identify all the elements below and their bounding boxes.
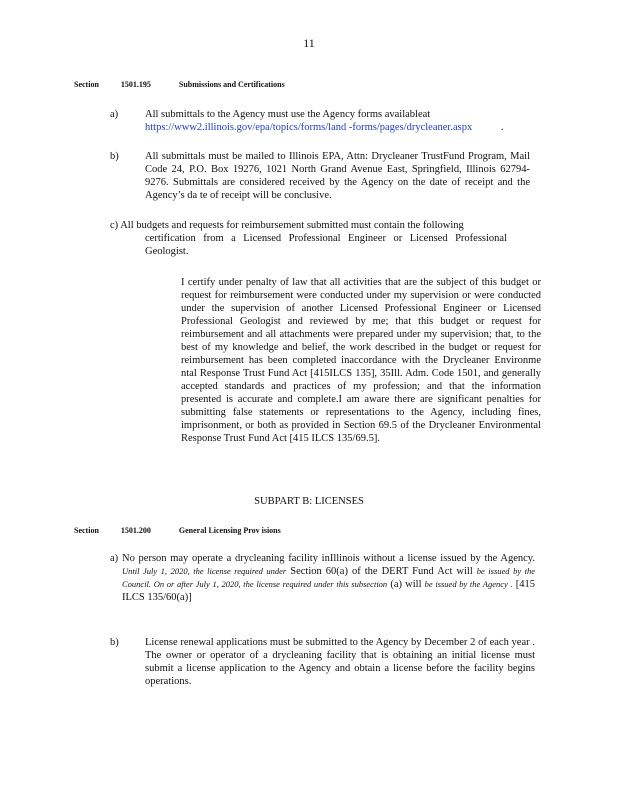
item-200-a-text-4: [415 ILCS 135/60(a)] — [122, 579, 535, 603]
subpart-heading: SUBPART B: LICENSES — [254, 496, 364, 507]
item-b-text: All submittals must be mailed to Illinois EPA, Attn: Drycleaner TrustFund Program, Mail Code 24, P.O. Box 19276, 1021 North Grand Avenue East, Springfield, Illinois 62794-9276. Submittals are considered received by the Agency on the date of receipt and the Agency’s da te of receipt will be conclusive. — [145, 151, 530, 201]
item-200-b-label: b) — [110, 637, 119, 648]
item-200-a-italic-1: Until July 1, 2020, the license required under — [122, 566, 287, 576]
item-200-a-text — [122, 552, 535, 604]
item-200-b-text: License renewal applications must be submitted to the Agency by December 2 of each year . The owner or operator of a drycleaning facility that is obtaining an initial license must submit a license application to the Agency and obtain a license before the facility begins operations. — [145, 637, 535, 687]
item-200-a-text-3: (a) will — [390, 579, 422, 590]
item-200-a-text-1: No person may operate a drycleaning facility inIllinois without a license issued by the Agency. — [122, 553, 535, 564]
item-200-a-text-2: Section 60(a) of the DERT Fund Act will — [290, 566, 473, 577]
section-id: 1501.200 — [120, 526, 151, 535]
section-title: Submissions and Certifications — [178, 80, 285, 89]
item-a-body: All submittals to the Agency must use the Agency forms availableat — [145, 109, 431, 120]
item-200-a-italic-3: be issued by the Agency . — [424, 579, 513, 589]
item-c-label: c) — [110, 220, 119, 231]
section-title: General Licensing Prov isions — [178, 526, 281, 535]
item-b-label: b) — [110, 151, 119, 162]
item-c-first: All budgets and requests for reimbursement submitted must contain the following — [120, 220, 464, 231]
section-word: Section — [74, 526, 99, 535]
item-c-first-line — [110, 219, 510, 232]
section-id: 1501.195 — [120, 80, 151, 89]
page-number: 11 — [303, 36, 315, 50]
item-200-a-label: a) — [110, 553, 119, 564]
item-a-end: . — [500, 122, 504, 133]
section-1501-195-heading — [74, 80, 574, 89]
section-1501-200-heading — [74, 526, 574, 535]
section-word: Section — [74, 80, 99, 89]
item-c-text: certification from a Licensed Professional Engineer or Licensed Professional Geologist. — [145, 233, 507, 257]
item-a-label: a) — [110, 109, 119, 120]
certification-text: I certify under penalty of law that all activities that are the subject of this budget or request for reimbursement were conducted under my supervision or were conducted under the supervision of another Licensed Professional Engineer or Licensed Professional Geologist and reviewed by me; that this budget or request for reimbursement and all attachments were prepared under my supervision; that, to the best of my knowledge and belief, the work described in the budget or request for reimbursement has been completed inaccordance with the Drycleaner Environme ntal Response Trust Fund Act [415ILCS 135], 35Ill. Adm. Code 1501, and generally accepted standards and practices of my profession; and that the information presented is accurate and complete.I am aware there are significant penalties for submitting false statements or representations to the Agency, including fines, imprisonment, or both as provided in Section 69.5 of the Drycleaner Environmental Response Trust Fund Act [415 ILCS 135/69.5]. — [181, 277, 541, 444]
item-200-a-italic-2: be issued by the Council. On or after July 1, 2020, the license required under this subsection — [122, 566, 536, 589]
drycleaner-forms-link[interactable]: https://www2.illinois.gov/epa/topics/forms/land -forms/pages/drycleaner.aspx — [145, 122, 473, 133]
item-a-text — [145, 108, 525, 134]
